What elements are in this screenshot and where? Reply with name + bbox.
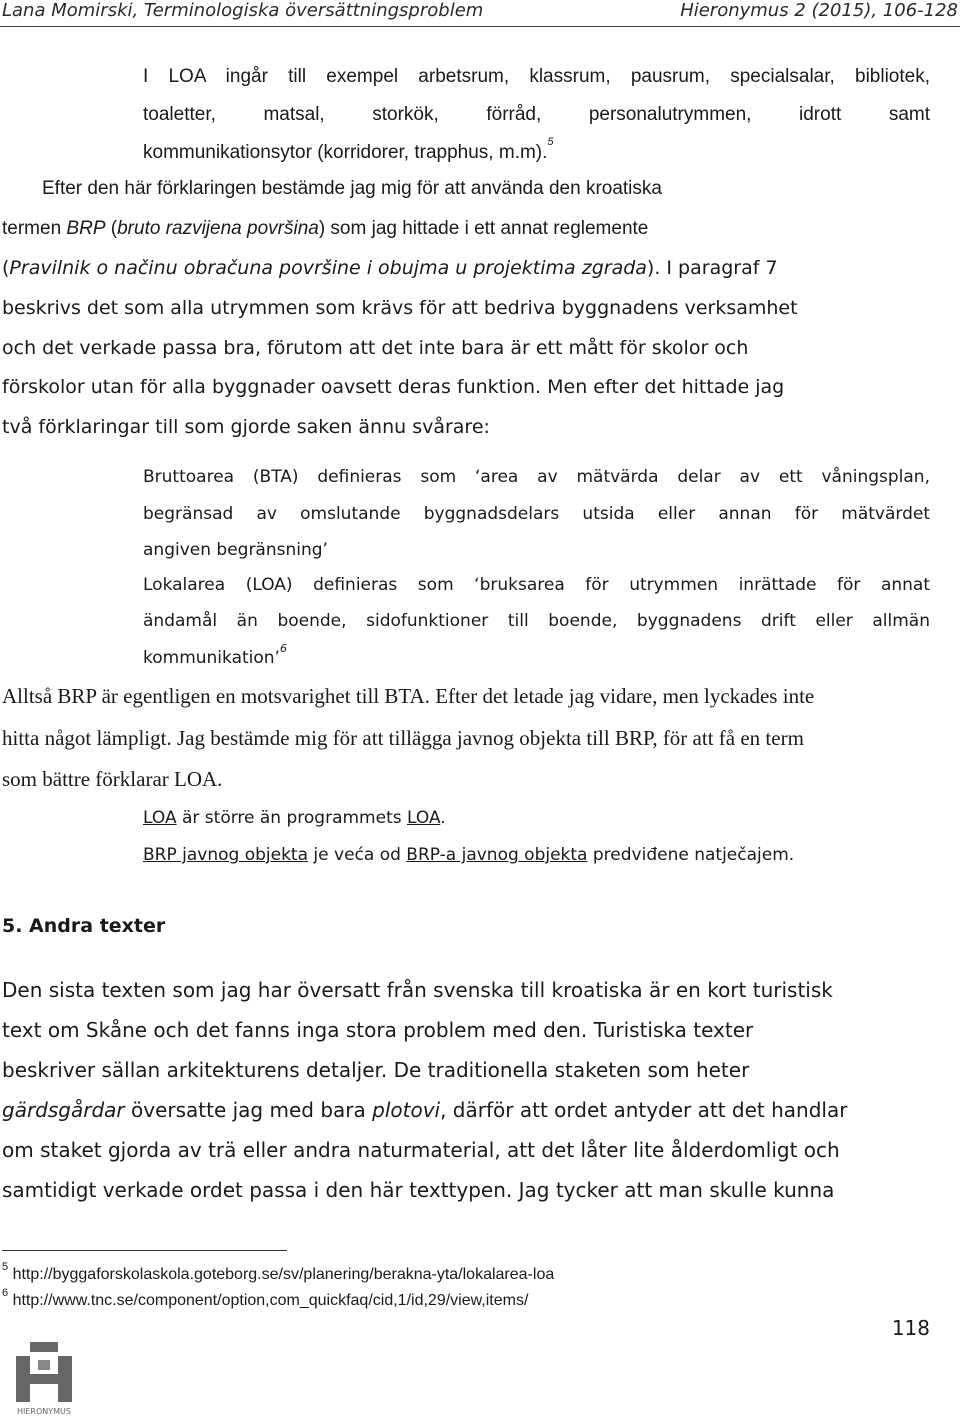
quote1-line-2: toaletter, matsal, storkök, förråd, personalutrymmen, idrott samt [143, 104, 930, 125]
footnote-6 [2, 1287, 529, 1310]
para2-line-3: som bättre förklarar LOA. [2, 767, 223, 791]
example-1-loa-b: LOA [407, 808, 441, 828]
para3-line-1: Den sista texten som jag har översatt från svenska till kroatiska är en kort turistisk [2, 978, 833, 1002]
para3-line-2: text om Skåne och det fanns inga stora problem med den. Turistiska texter [2, 1018, 754, 1042]
term-brp-full: bruto razvijena površina [117, 218, 319, 239]
para1-line-6: förskolor utan för alla byggnader oavsett deras funktion. Men efter det hittade jag [2, 376, 785, 398]
quote2-line-6 [143, 642, 287, 668]
para1-l3c: ). I paragraf 7 [646, 257, 778, 279]
quote1-line-1: I LOA ingår till exempel arbetsrum, klassrum, pausrum, specialsalar, bibliotek, [143, 66, 930, 87]
para1-line-7: två förklaringar till som gjorde saken ännu svårare: [2, 416, 490, 438]
header-journal: Hieronymus 2 (2015), 106-128 [680, 0, 958, 21]
running-header [0, 0, 960, 27]
quote2-line-5: ändamål än boende, sidofunktioner till boende, byggnadens drift eller allmän [143, 611, 930, 631]
para2-line-2: hitta något lämpligt. Jag bestämde mig för att tillägga javnog objekta till BRP, för att få en term [2, 726, 804, 750]
para1-l2c: ( [105, 218, 118, 239]
quote2-line-1: Bruttoarea (BTA) definieras som ‘area av mätvärda delar av ett våningsplan, [143, 467, 930, 487]
quote2-line-6-text: kommunikation’ [143, 648, 280, 668]
para2-line-1: Alltså BRP är egentligen en motsvarighet till BTA. Efter det letade jag vidare, men lyckades inte [2, 684, 815, 708]
para1-line-4: beskrivs det som alla utrymmen som krävs för att bedriva byggnadens verksamhet [2, 297, 798, 319]
quote2-line-2: begränsad av omslutande byggnadsdelars utsida eller annan för mätvärdet [143, 504, 930, 524]
para3-l4d: , därför att ordet antyder att det handlar [440, 1098, 848, 1122]
example-2-term-b: BRP-a javnog objekta [406, 845, 588, 865]
term-plotovi: plotovi [372, 1098, 441, 1122]
footnote-separator [2, 1250, 287, 1251]
hieronymus-logo-icon [10, 1340, 78, 1420]
quote1-line-3 [143, 136, 554, 164]
para3-line-5: om staket gjorda av trä eller andra naturmaterial, att det låter lite ålderdomligt och [2, 1138, 840, 1162]
term-gardsgardar: gärdsgårdar [2, 1098, 125, 1122]
section-heading: 5. Andra texter [2, 915, 166, 937]
quote1-line-3-text: kommunikationsytor (korridorer, trapphus, m.m). [143, 142, 548, 163]
para3-line-3: beskriver sällan arkitekturens detaljer. De traditionella staketen som heter [2, 1058, 750, 1082]
example-1-end: . [440, 808, 446, 828]
para1-line-3 [2, 257, 778, 279]
footnote-ref-6: 6 [279, 642, 287, 655]
para3-l4b: översatte jag med bara [124, 1098, 373, 1122]
example-2 [143, 845, 794, 865]
para1-l3a: ( [2, 257, 10, 279]
para1-line-1: Efter den här förklaringen bestämde jag mig för att använda den kroatiska [42, 178, 662, 199]
footnote-5 [2, 1261, 555, 1284]
quote2-line-4: Lokalarea (LOA) definieras som ‘bruksarea för utrymmen inrättade för annat [143, 575, 930, 595]
footnote-5-num: 5 [2, 1261, 9, 1273]
para1-line-5: och det verkade passa bra, förutom att det inte bara är ett mått för skolor och [2, 337, 749, 359]
header-author-title: Lana Momirski, Terminologiska översättningsproblem [2, 0, 484, 21]
example-1-loa-a: LOA [143, 808, 177, 828]
footnote-ref-5: 5 [547, 136, 554, 148]
footnote-6-url[interactable]: http://www.tnc.se/component/option,com_quickfaq/cid,1/id,29/view,items/ [12, 1292, 529, 1309]
example-1 [143, 808, 446, 828]
quote2-line-3: angiven begränsning’ [143, 540, 328, 560]
example-2-mid: je veća od [308, 845, 407, 865]
para1-l2a: termen [2, 218, 67, 239]
example-2-term-a: BRP javnog objekta [143, 845, 309, 865]
para3-line-4 [2, 1098, 847, 1122]
footnote-5-url[interactable]: http://byggaforskolaskola.goteborg.se/sv/planering/berakna-yta/lokalarea-loa [12, 1266, 555, 1283]
para1-line-2 [2, 218, 648, 240]
page-number: 118 [891, 1316, 930, 1340]
logo-text: HIERONYMUS [17, 1407, 71, 1416]
regulation-title: Pravilnik o načinu obračuna površine i obujma u projektima zgrada [9, 257, 647, 279]
footnote-6-num: 6 [2, 1287, 9, 1299]
para1-l2e: ) som jag hittade i ett annat reglemente [318, 218, 649, 239]
para3-line-6: samtidigt verkade ordet passa i den här texttypen. Jag tycker att man skulle kunna [2, 1178, 835, 1202]
example-2-end: predviđene natječajem. [587, 845, 795, 865]
term-brp: BRP [66, 218, 106, 239]
example-1-mid: är större än programmets [176, 808, 407, 828]
